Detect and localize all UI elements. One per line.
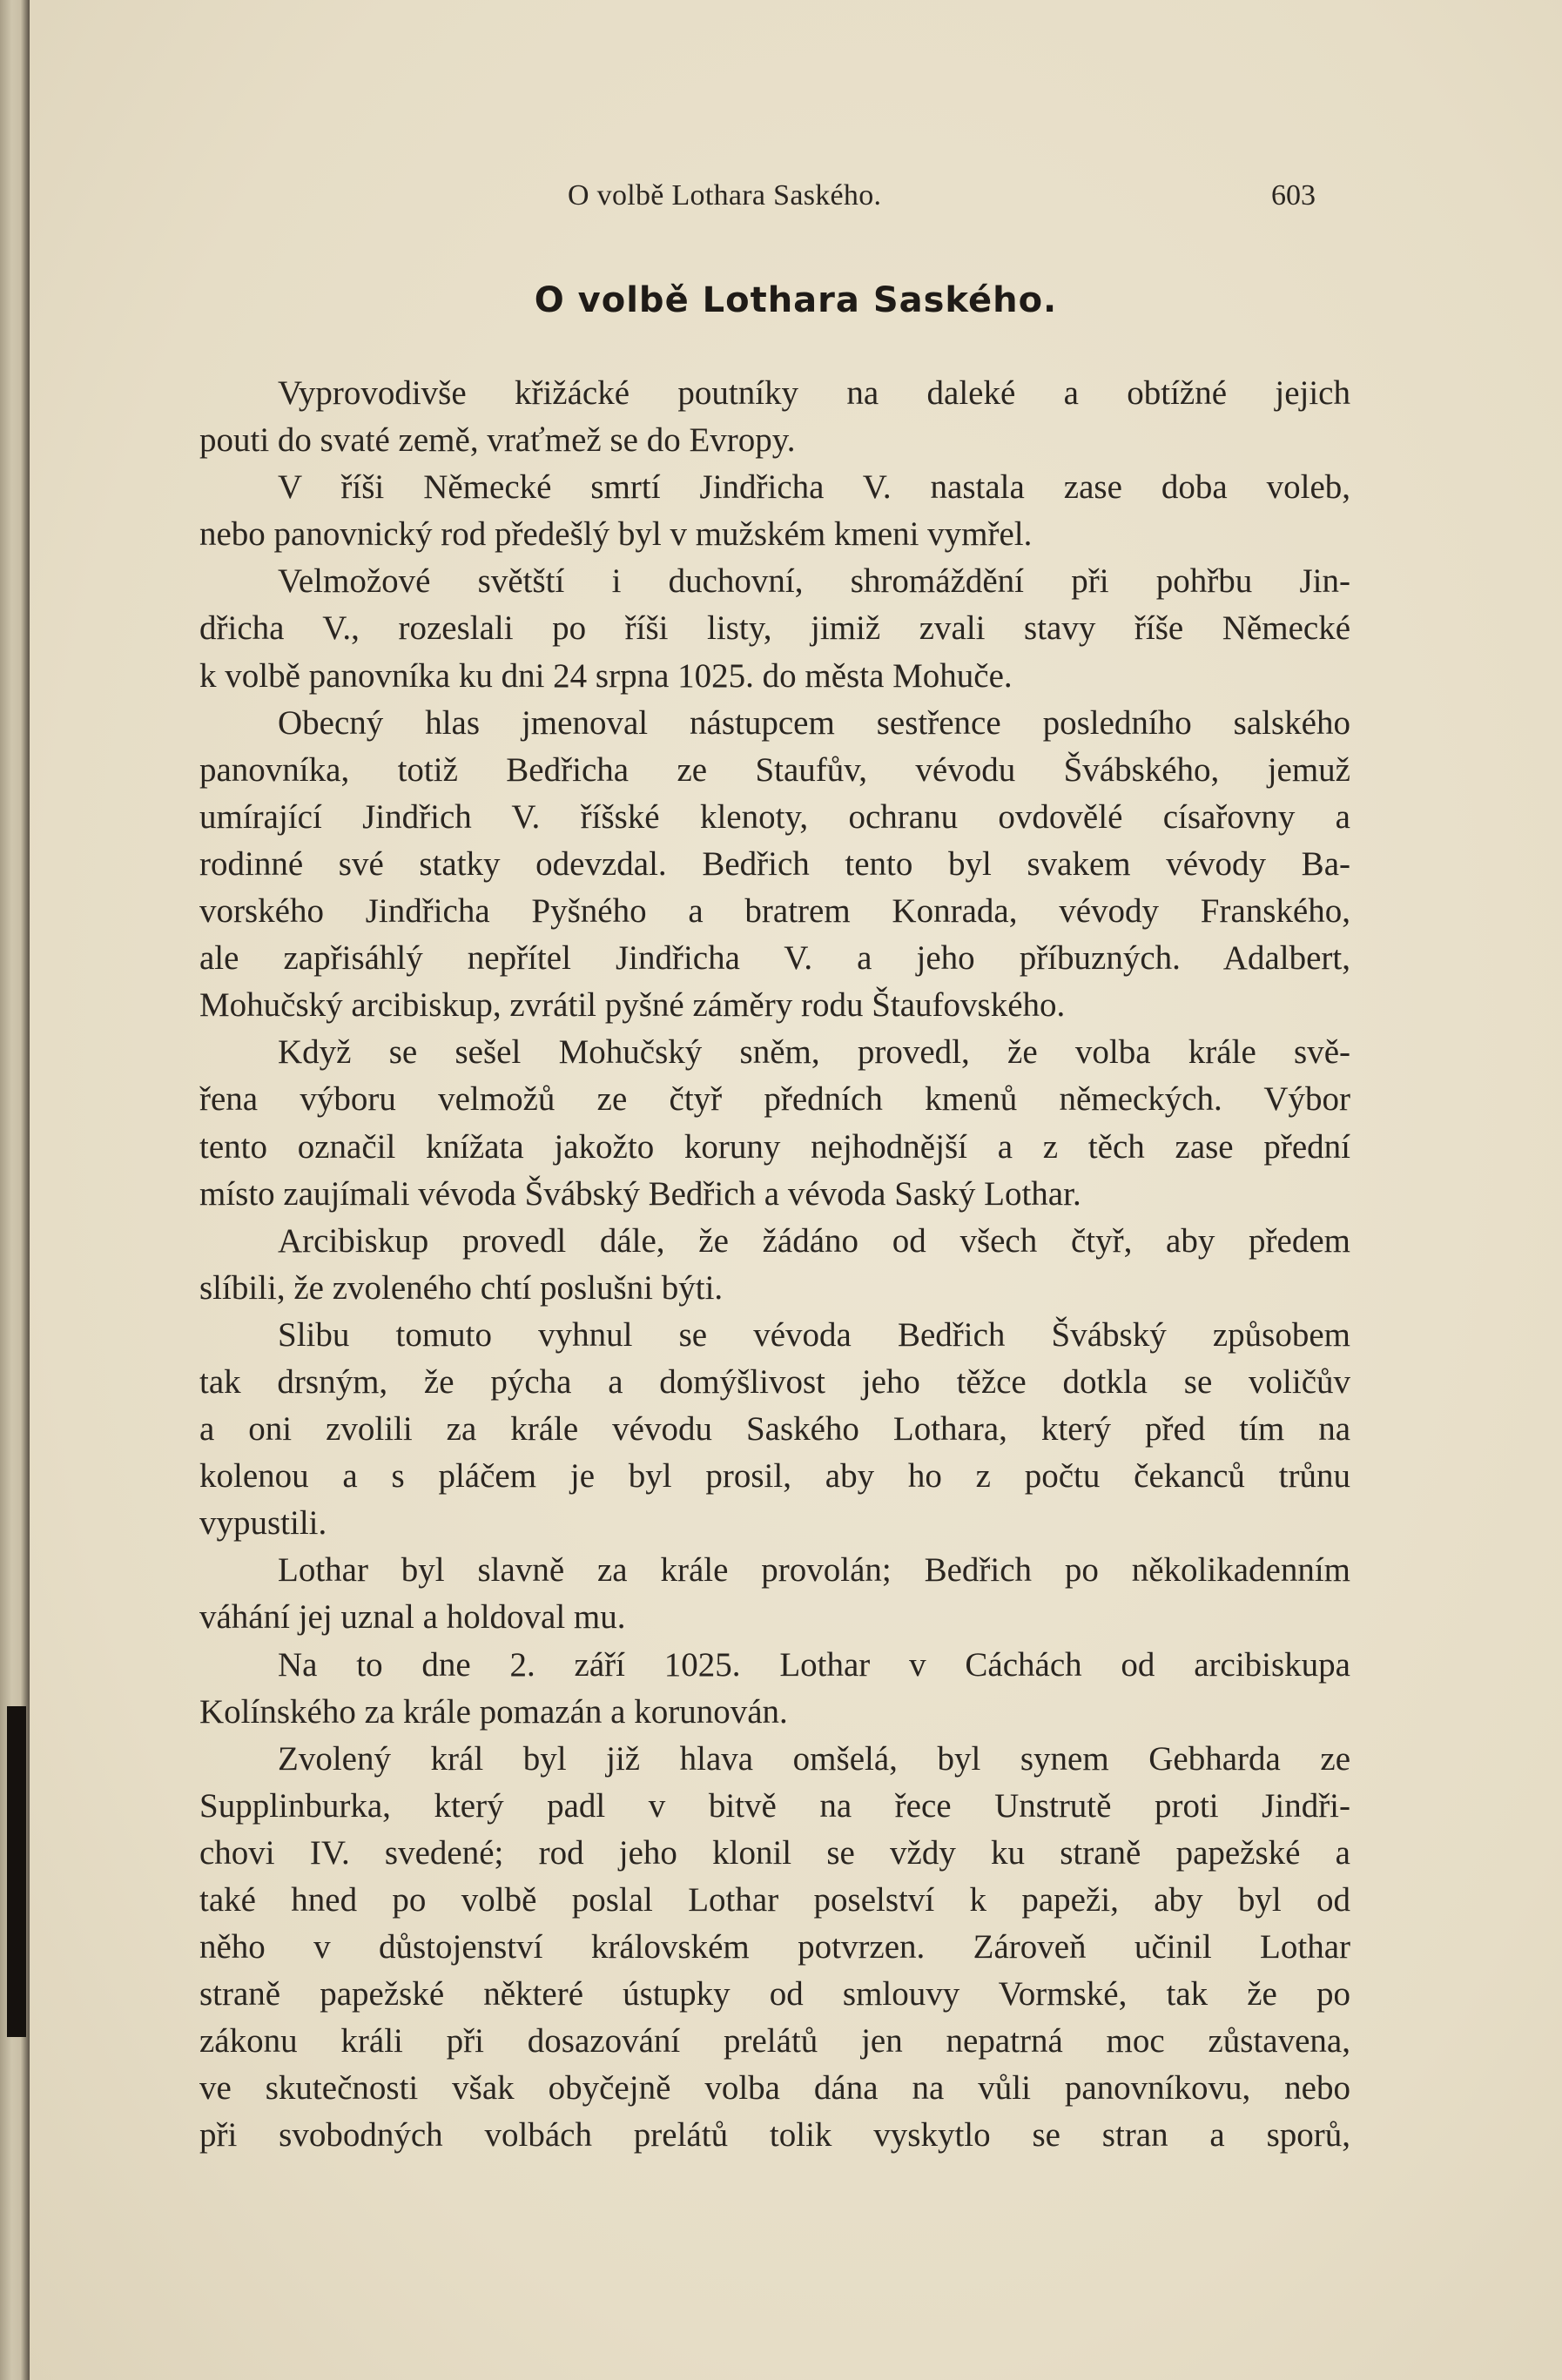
running-header-title: O volbě Lothara Saského. (568, 179, 882, 212)
text-line: zákonu králi při dosazování prelátů jen nepatrná moc zůstavena, (199, 2022, 1350, 2061)
text-line: dřicha V., rozeslali po říši listy, jimiž zvali stavy říše Německé (199, 609, 1350, 648)
text-line: váhání jej uznal a holdoval mu. (199, 1598, 626, 1637)
text-line: Lothar byl slavně za krále provolán; Bedřich po několikadenním (278, 1551, 1350, 1590)
text-line: vorského Jindřicha Pyšného a bratrem Konrada, vévody Franského, (199, 892, 1350, 931)
text-line: Vyprovodivše křižácké poutníky na daleké a obtížné jejich (278, 374, 1350, 412)
text-line: také hned po volbě poslal Lothar poselství k papeži, aby byl od (199, 1881, 1350, 1919)
text-line: Zvolený král byl již hlava omšelá, byl synem Gebharda ze (278, 1739, 1350, 1778)
text-line: Kolínského za krále pomazán a korunován. (199, 1692, 788, 1731)
text-line: Arcibiskup provedl dále, že žádáno od všech čtyř, aby předem (278, 1221, 1350, 1260)
text-line: Na to dne 2. září 1025. Lothar v Cáchách od arcibiskupa (278, 1645, 1350, 1684)
text-line: Slibu tomuto vyhnul se vévoda Bedřich Švábský způsobem (278, 1315, 1350, 1354)
text-line: tento označil knížata jakožto koruny nejhodnější a z těch zase přední (199, 1127, 1350, 1166)
text-line: ale zapřisáhlý nepřítel Jindřicha V. a jeho příbuzných. Adalbert, (199, 939, 1350, 978)
text-line: straně papežské některé ústupky od smlouvy Vormské, tak že po (199, 1975, 1350, 2014)
text-line: místo zaujímali vévoda Švábský Bedřich a vévoda Saský Lothar. (199, 1174, 1081, 1213)
text-line: Když se sešel Mohučský sněm, provedl, že volba krále svě- (278, 1033, 1350, 1072)
text-line: Mohučský arcibiskup, zvrátil pyšné záměry rodu Štaufovského. (199, 986, 1066, 1025)
text-line: rodinné své statky odevzdal. Bedřich tento byl svakem vévody Ba- (199, 844, 1350, 883)
text-line: kolenou a s pláčem je byl prosil, aby ho z počtu čekanců trůnu (199, 1457, 1350, 1496)
text-line: a oni zvolili za krále vévodu Saského Lothara, který před tím na (199, 1410, 1350, 1449)
text-line: k volbě panovníka ku dni 24 srpna 1025. do města Mohuče. (199, 656, 1013, 695)
text-line: nebo panovnický rod předešlý byl v mužském kmeni vymřel. (199, 515, 1033, 554)
text-line: V říši Německé smrtí Jindřicha V. nastala zase doba voleb, (278, 468, 1350, 507)
book-spine (0, 0, 30, 2380)
text-line: pouti do svaté země, vraťmež se do Evropy. (199, 421, 796, 460)
text-line: tak drsným, že pýcha a domýšlivost jeho těžce dotkla se voličův (199, 1362, 1350, 1401)
chapter-title: O volbě Lothara Saského. (534, 280, 1058, 320)
body-text (199, 370, 1350, 2160)
text-line: panovníka, totiž Bedřicha ze Staufův, vévodu Švábského, jemuž (199, 750, 1350, 789)
text-line: Velmožové světští i duchovní, shromáždění při pohřbu Jin- (278, 562, 1350, 601)
text-line: něho v důstojenství královském potvrzen. Zároveň učinil Lothar (199, 1928, 1350, 1967)
spine-shadow (7, 1706, 26, 2037)
page-number: 603 (1271, 179, 1316, 212)
text-line: řena výboru velmožů ze čtyř předních kmenů německých. Výbor (199, 1080, 1350, 1119)
text-line: Supplinburka, který padl v bitvě na řece Unstrutě proti Jindři- (199, 1786, 1350, 1825)
text-line: ve skutečnosti však obyčejně volba dána na vůli panovníkovu, nebo (199, 2069, 1350, 2108)
text-line: Obecný hlas jmenoval nástupcem sestřence posledního salského (278, 703, 1350, 742)
text-line: chovi IV. svedené; rod jeho klonil se vždy ku straně papežské a (199, 1833, 1350, 1872)
text-line: slíbili, že zvoleného chtí poslušni býti. (199, 1268, 724, 1307)
text-line: umírající Jindřich V. říšské klenoty, ochranu ovdovělé císařovny a (199, 797, 1350, 836)
text-line: při svobodných volbách prelátů tolik vyskytlo se stran a sporů, (199, 2116, 1350, 2155)
book-page (30, 0, 1562, 2380)
text-line: vypustili. (199, 1504, 327, 1543)
